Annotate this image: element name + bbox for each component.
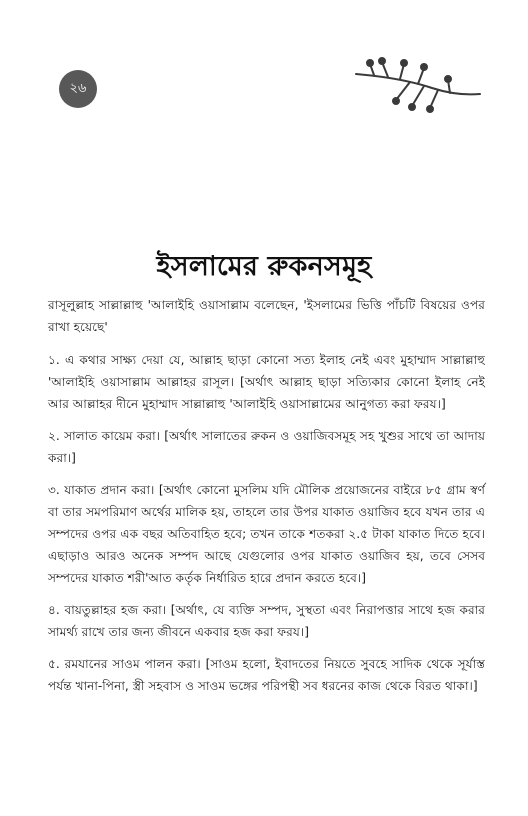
pillar-number: ২.: [48, 429, 60, 443]
pillar-text: রমযানের সাওম পালন করা। [সাওম হলো, ইবাদতের নিয়তে সুবহে সাদিক থেকে সূর্যাস্ত পর্যন্ত খানা-পিনা, স্ত্রী সহবাস ও সাওম ভঙ্গের পরিপন্থী সব ধরনের কাজ থেকে বিরত থাকা।]: [48, 657, 485, 693]
pillar-number: ১.: [48, 353, 60, 367]
section-title: ইসলামের রুকনসমূহ: [156, 251, 372, 282]
pillar-text: সালাত কায়েম করা। [অর্থাৎ সালাতের রুকন ও ওয়াজিবসমূহ সহ খুশুর সাথে তা আদায় করা।]: [48, 429, 486, 465]
intro-paragraph: রাসূলুল্লাহ সাল্লাল্লাহু 'আলাইহি ওয়াসাল্লাম বলেছেন, 'ইসলামের ভিত্তি পাঁচটি বিষয়ের ওপর রাখা হয়েছে': [48, 298, 485, 334]
pillar-item-3: [48, 479, 485, 589]
pillar-text: যাকাত প্রদান করা। [অর্থাৎ কোনো মুসলিম যদি মৌলিক প্রয়োজনের বাইরে ৮৫ গ্রাম স্বর্ণ বা তার সমপরিমাণ অর্থের মালিক হয়, তাহলে তার উপর যাকাত ওয়াজিব হবে যখন তার এ সম্পদের ওপর এক বছর অতিবাহিত হবে; তখন তাকে শতকরা ২.৫ টাকা যাকাত দিতে হবে। এছাড়াও আরও অনেক সম্পদ আছে যেগুলোর ওপর যাকাত ওয়াজিব হয়, তবে সেসব সম্পদের যাকাত শরী'আত কর্তৃক নির্ধারিত হারে প্রদান করতে হবে।]: [48, 483, 486, 585]
pillar-number: ৩.: [48, 483, 60, 497]
pillar-number: ৪.: [48, 603, 60, 617]
branch-ornament-icon: [352, 56, 482, 116]
pillar-item-1: [48, 349, 485, 415]
pillar-item-2: [48, 425, 485, 469]
article-body: [48, 294, 485, 707]
pillar-text: এ কথার সাক্ষ্য দেয়া যে, আল্লাহ ছাড়া কোনো সত্য ইলাহ নেই এবং মুহাম্মাদ সাল্লাল্লাহু 'আলাইহি ওয়াসাল্লাম আল্লাহর রাসূল। [অর্থাৎ আল্লাহ ছাড়া সত্যিকার কোনো ইলাহ নেই আর আল্লাহর দীনে মুহাম্মাদ সাল্লাল্লাহু 'আলাইহি ওয়াসাল্লামের আনুগত্য করা ফরয।]: [48, 353, 485, 411]
page-number-badge: [59, 70, 97, 108]
pillar-item-5: [48, 653, 485, 697]
pillar-text: বায়তুল্লাহর হজ করা। [অর্থাৎ, যে ব্যক্তি সম্পদ, সুস্থতা এবং নিরাপত্তার সাথে হজ করার সামর্থ্য রাখে তার জন্য জীবনে একবার হজ করা ফরয।]: [48, 603, 486, 639]
pillar-number: ৫.: [48, 657, 60, 671]
pillar-item-4: [48, 599, 485, 643]
page-number: ২৬: [69, 80, 87, 96]
